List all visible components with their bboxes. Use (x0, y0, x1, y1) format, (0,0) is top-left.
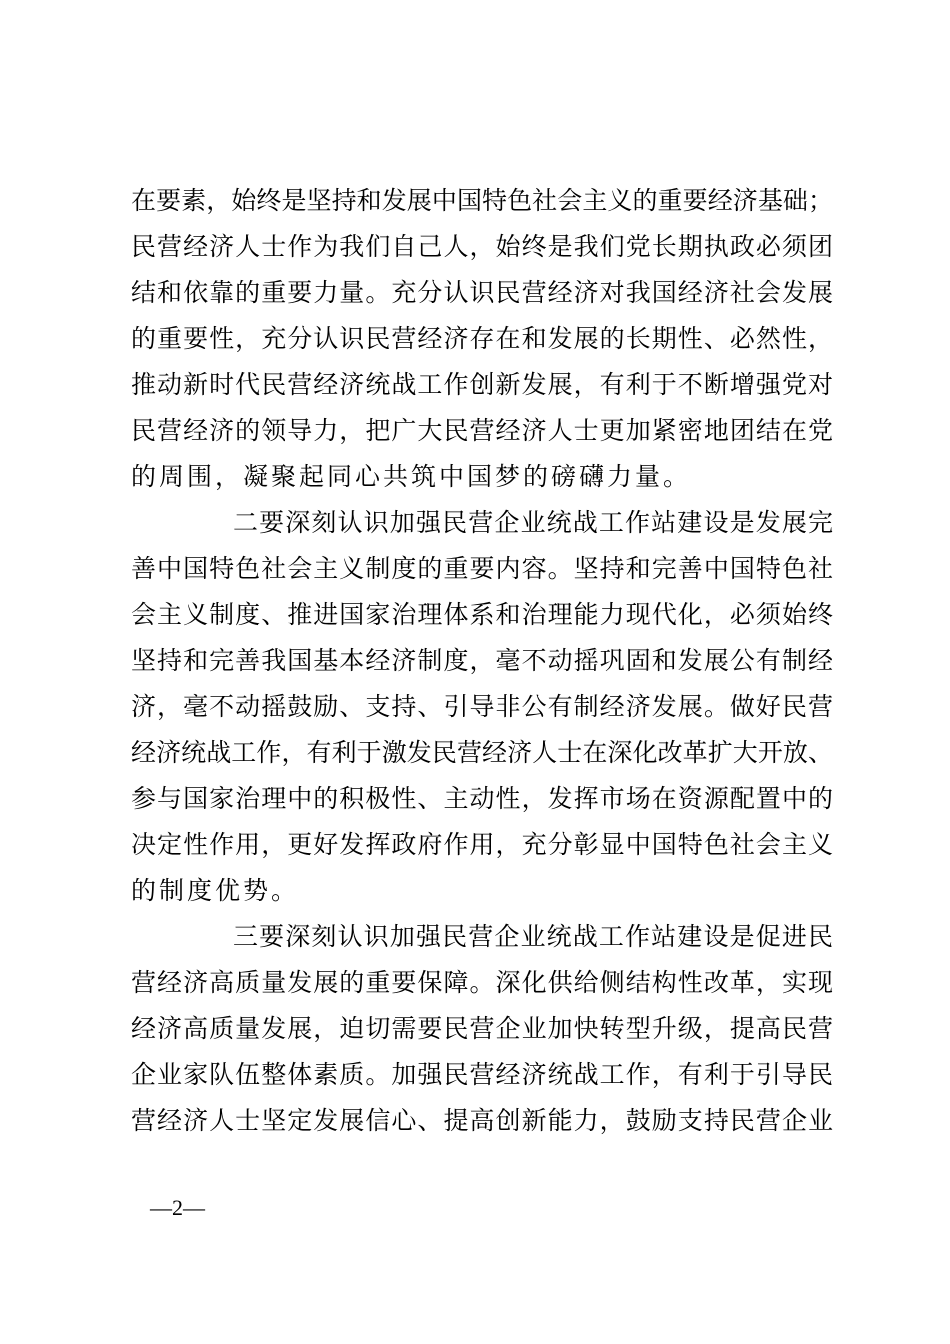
text-line: 的周围，凝聚起同心共筑中国梦的磅礴力量。 (131, 462, 692, 491)
text-line: 民营经济的领导力，把广大民营经济人士更加紧密地团结在党 (131, 416, 833, 445)
text-line: 济，毫不动摇鼓励、支持、引导非公有制经济发展。做好民营 (131, 692, 833, 721)
paragraph-first-line: 三要深刻认识加强民营企业统战工作站建设是促进民 (233, 922, 833, 951)
text-line: 经济统战工作，有利于激发民营经济人士在深化改革扩大开放、 (131, 738, 833, 767)
text-line: 推动新时代民营经济统战工作创新发展，有利于不断增强党对 (131, 370, 833, 399)
text-line: 的制度优势。 (131, 876, 300, 905)
text-line: 民营经济人士作为我们自己人，始终是我们党长期执政必须团 (131, 232, 833, 261)
paragraph-first-line: 二要深刻认识加强民营企业统战工作站建设是发展完 (233, 508, 833, 537)
page-number: —2— (150, 1195, 205, 1220)
text-line: 营经济人士坚定发展信心、提高创新能力，鼓励支持民营企业 (131, 1106, 833, 1135)
text-line: 经济高质量发展，迫切需要民营企业加快转型升级，提高民营 (131, 1014, 833, 1043)
text-line: 坚持和完善我国基本经济制度，毫不动摇巩固和发展公有制经 (131, 646, 833, 675)
text-line: 善中国特色社会主义制度的重要内容。坚持和完善中国特色社 (131, 554, 833, 583)
text-line: 参与国家治理中的积极性、主动性，发挥市场在资源配置中的 (131, 784, 833, 813)
text-line: 决定性作用，更好发挥政府作用，充分彰显中国特色社会主义 (131, 830, 833, 859)
text-line: 结和依靠的重要力量。充分认识民营经济对我国经济社会发展 (131, 278, 833, 307)
text-line: 企业家队伍整体素质。加强民营经济统战工作，有利于引导民 (131, 1060, 833, 1089)
text-line: 会主义制度、推进国家治理体系和治理能力现代化，必须始终 (131, 600, 833, 629)
text-line: 的重要性，充分认识民营经济存在和发展的长期性、必然性， (131, 324, 833, 353)
text-line: 在要素，始终是坚持和发展中国特色社会主义的重要经济基础； (131, 186, 833, 215)
text-line: 营经济高质量发展的重要保障。深化供给侧结构性改革，实现 (131, 968, 833, 997)
